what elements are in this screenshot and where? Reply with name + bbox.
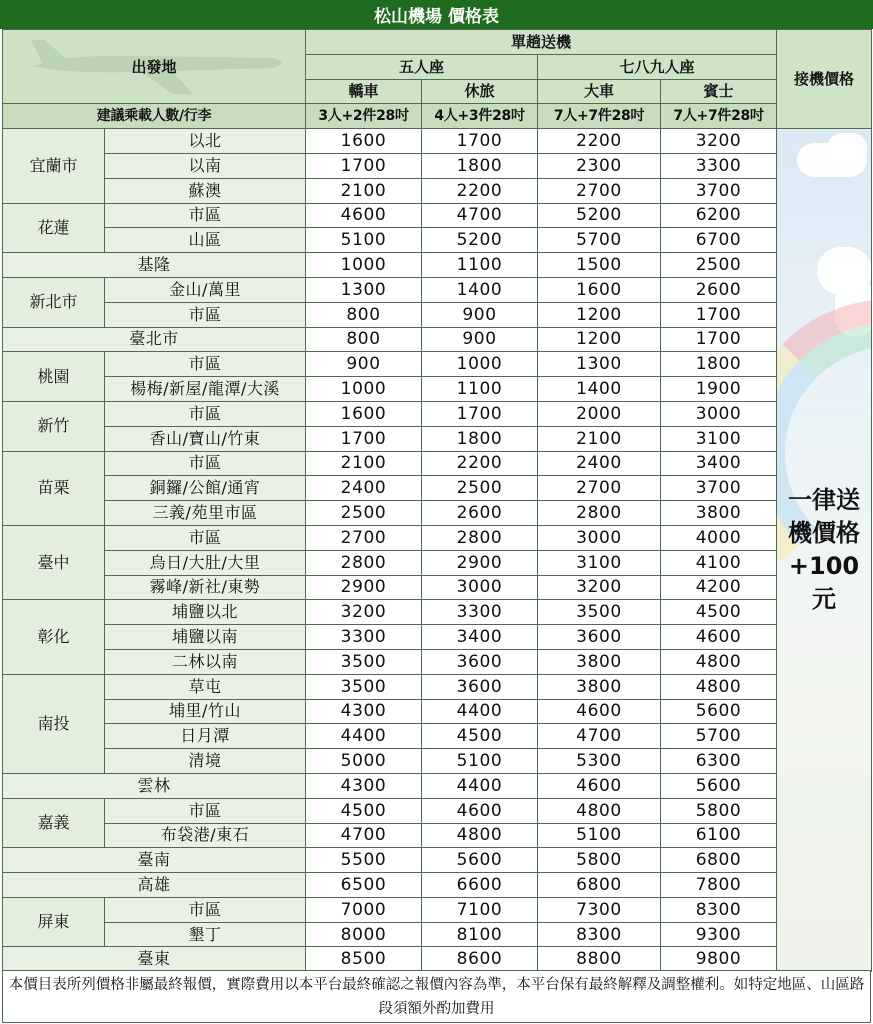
subregion-cell: 埔鹽以南 bbox=[105, 625, 306, 650]
price-cell: 2100 bbox=[306, 178, 422, 203]
price-cell: 2400 bbox=[538, 451, 661, 476]
page-title: 松山機場 價格表 bbox=[0, 0, 873, 29]
table-row bbox=[3, 823, 872, 848]
price-cell: 1200 bbox=[538, 327, 661, 352]
price-cell: 1300 bbox=[538, 352, 661, 377]
price-cell: 3500 bbox=[306, 649, 422, 674]
region-cell: 新北市 bbox=[3, 277, 105, 327]
price-cell: 4000 bbox=[661, 525, 777, 550]
price-cell: 3300 bbox=[661, 153, 777, 178]
price-cell: 4200 bbox=[661, 575, 777, 600]
price-cell: 3500 bbox=[538, 600, 661, 625]
price-cell: 8000 bbox=[306, 922, 422, 947]
price-cell: 4100 bbox=[661, 550, 777, 575]
table-row bbox=[3, 501, 872, 526]
table-row bbox=[3, 451, 872, 476]
subregion-cell: 市區 bbox=[105, 525, 306, 550]
capacity-label: 建議乘載人數/行李 bbox=[3, 104, 306, 129]
price-cell: 1100 bbox=[422, 253, 538, 278]
price-cell: 1800 bbox=[422, 426, 538, 451]
price-cell: 5200 bbox=[538, 203, 661, 228]
price-cell: 5300 bbox=[538, 749, 661, 774]
five-seat-header: 五人座 bbox=[306, 54, 538, 79]
table-row bbox=[3, 253, 872, 278]
price-cell: 6700 bbox=[661, 228, 777, 253]
price-cell: 2700 bbox=[538, 476, 661, 501]
price-cell: 5100 bbox=[538, 823, 661, 848]
price-cell: 4500 bbox=[306, 798, 422, 823]
price-cell: 3000 bbox=[422, 575, 538, 600]
price-cell: 3700 bbox=[661, 476, 777, 501]
price-cell: 1700 bbox=[661, 327, 777, 352]
seven-seat-header: 七八九人座 bbox=[538, 54, 777, 79]
table-row bbox=[3, 277, 872, 302]
subregion-cell: 墾丁 bbox=[105, 922, 306, 947]
table-row bbox=[3, 699, 872, 724]
price-cell: 1700 bbox=[306, 153, 422, 178]
price-cell: 8300 bbox=[538, 922, 661, 947]
price-cell: 5600 bbox=[661, 699, 777, 724]
capacity-sedan: 3人+2件28吋 bbox=[306, 104, 422, 129]
subregion-cell: 草屯 bbox=[105, 674, 306, 699]
price-cell: 1800 bbox=[661, 352, 777, 377]
price-cell: 3700 bbox=[661, 178, 777, 203]
price-cell: 2700 bbox=[306, 525, 422, 550]
table-row bbox=[3, 922, 872, 947]
price-cell: 7100 bbox=[422, 897, 538, 922]
price-cell: 2700 bbox=[538, 178, 661, 203]
subregion-cell: 清境 bbox=[105, 749, 306, 774]
region-cell: 新竹 bbox=[3, 401, 105, 451]
price-cell: 5100 bbox=[422, 749, 538, 774]
price-cell: 3600 bbox=[422, 649, 538, 674]
table-row bbox=[3, 848, 872, 873]
price-cell: 2500 bbox=[306, 501, 422, 526]
region-cell: 臺東 bbox=[3, 947, 306, 972]
table-row bbox=[3, 724, 872, 749]
table-row bbox=[3, 525, 872, 550]
price-cell: 5100 bbox=[306, 228, 422, 253]
table-row bbox=[3, 377, 872, 402]
price-cell: 1300 bbox=[306, 277, 422, 302]
price-cell: 3800 bbox=[538, 674, 661, 699]
price-cell: 4800 bbox=[538, 798, 661, 823]
price-cell: 4600 bbox=[422, 798, 538, 823]
subregion-cell: 市區 bbox=[105, 401, 306, 426]
table-row bbox=[3, 129, 872, 154]
price-cell: 8800 bbox=[538, 947, 661, 972]
subregion-cell: 布袋港/東石 bbox=[105, 823, 306, 848]
price-cell: 5200 bbox=[422, 228, 538, 253]
price-cell: 4400 bbox=[422, 773, 538, 798]
table-row bbox=[3, 426, 872, 451]
price-cell: 6800 bbox=[661, 848, 777, 873]
subregion-cell: 霧峰/新社/東勢 bbox=[105, 575, 306, 600]
price-cell: 3500 bbox=[306, 674, 422, 699]
price-cell: 6500 bbox=[306, 873, 422, 898]
pickup-note: 一律送機價格+100元 bbox=[788, 486, 861, 614]
pickup-price-cell bbox=[777, 129, 872, 972]
price-cell: 3400 bbox=[661, 451, 777, 476]
table-row bbox=[3, 178, 872, 203]
region-cell: 桃園 bbox=[3, 352, 105, 402]
table-row bbox=[3, 203, 872, 228]
price-cell: 1400 bbox=[538, 377, 661, 402]
price-cell: 8500 bbox=[306, 947, 422, 972]
price-cell: 1000 bbox=[306, 253, 422, 278]
subregion-cell: 銅鑼/公館/通宵 bbox=[105, 476, 306, 501]
subregion-cell: 市區 bbox=[105, 897, 306, 922]
leisure-header: 休旅 bbox=[422, 79, 538, 104]
price-cell: 1900 bbox=[661, 377, 777, 402]
price-cell: 1700 bbox=[661, 302, 777, 327]
price-cell: 5600 bbox=[661, 773, 777, 798]
price-cell: 4300 bbox=[306, 773, 422, 798]
price-cell: 3000 bbox=[661, 401, 777, 426]
table-row bbox=[3, 228, 872, 253]
price-cell: 3200 bbox=[538, 575, 661, 600]
price-cell: 900 bbox=[422, 302, 538, 327]
price-cell: 4600 bbox=[661, 625, 777, 650]
one-way-header: 單趟送機 bbox=[306, 30, 777, 55]
price-cell: 2200 bbox=[538, 129, 661, 154]
price-cell: 2600 bbox=[661, 277, 777, 302]
table-row bbox=[3, 897, 872, 922]
price-cell: 3200 bbox=[306, 600, 422, 625]
price-cell: 7300 bbox=[538, 897, 661, 922]
price-cell: 6800 bbox=[538, 873, 661, 898]
sedan-header: 轎車 bbox=[306, 79, 422, 104]
price-cell: 3300 bbox=[422, 600, 538, 625]
price-cell: 2400 bbox=[306, 476, 422, 501]
price-cell: 1600 bbox=[538, 277, 661, 302]
price-cell: 2800 bbox=[538, 501, 661, 526]
table-row bbox=[3, 625, 872, 650]
price-table bbox=[2, 29, 872, 972]
subregion-cell: 埔鹽以北 bbox=[105, 600, 306, 625]
region-cell: 臺中 bbox=[3, 525, 105, 599]
price-cell: 2600 bbox=[422, 501, 538, 526]
price-cell: 900 bbox=[306, 352, 422, 377]
price-cell: 9800 bbox=[661, 947, 777, 972]
region-cell: 宜蘭市 bbox=[3, 129, 105, 203]
price-cell: 5500 bbox=[306, 848, 422, 873]
price-cell: 8100 bbox=[422, 922, 538, 947]
price-cell: 4800 bbox=[661, 674, 777, 699]
price-cell: 7000 bbox=[306, 897, 422, 922]
price-cell: 4400 bbox=[422, 699, 538, 724]
subregion-cell: 市區 bbox=[105, 451, 306, 476]
price-cell: 5600 bbox=[422, 848, 538, 873]
subregion-cell: 日月潭 bbox=[105, 724, 306, 749]
price-cell: 800 bbox=[306, 302, 422, 327]
price-cell: 2000 bbox=[538, 401, 661, 426]
price-cell: 3100 bbox=[661, 426, 777, 451]
price-cell: 4500 bbox=[422, 724, 538, 749]
price-cell: 8600 bbox=[422, 947, 538, 972]
subregion-cell: 楊梅/新屋/龍潭/大溪 bbox=[105, 377, 306, 402]
price-cell: 1200 bbox=[538, 302, 661, 327]
region-cell: 基隆 bbox=[3, 253, 306, 278]
disclaimer-footer: 本價目表所列價格非屬最終報價，實際費用以本平台最終確認之報價內容為準，本平台保有最終解釋及調整權利。如特定地區、山區路段須額外酌加費用 bbox=[2, 970, 871, 1023]
price-cell: 4300 bbox=[306, 699, 422, 724]
price-cell: 2800 bbox=[306, 550, 422, 575]
region-cell: 臺南 bbox=[3, 848, 306, 873]
capacity-benz: 7人+7件28吋 bbox=[661, 104, 777, 129]
price-cell: 1700 bbox=[422, 401, 538, 426]
subregion-cell: 市區 bbox=[105, 352, 306, 377]
price-cell: 2900 bbox=[306, 575, 422, 600]
price-cell: 4700 bbox=[306, 823, 422, 848]
price-cell: 2500 bbox=[661, 253, 777, 278]
price-cell: 1100 bbox=[422, 377, 538, 402]
region-cell: 高雄 bbox=[3, 873, 306, 898]
table-row bbox=[3, 401, 872, 426]
price-cell: 3000 bbox=[538, 525, 661, 550]
price-cell: 4500 bbox=[661, 600, 777, 625]
price-cell: 7800 bbox=[661, 873, 777, 898]
price-cell: 2200 bbox=[422, 451, 538, 476]
table-row bbox=[3, 352, 872, 377]
price-cell: 2900 bbox=[422, 550, 538, 575]
price-cell: 1000 bbox=[306, 377, 422, 402]
price-cell: 4600 bbox=[306, 203, 422, 228]
price-cell: 1600 bbox=[306, 129, 422, 154]
price-cell: 2100 bbox=[306, 451, 422, 476]
region-cell: 臺北市 bbox=[3, 327, 306, 352]
table-row bbox=[3, 749, 872, 774]
subregion-cell: 烏日/大肚/大里 bbox=[105, 550, 306, 575]
origin-label: 出發地 bbox=[131, 57, 177, 76]
subregion-cell: 三義/苑里市區 bbox=[105, 501, 306, 526]
subregion-cell: 金山/萬里 bbox=[105, 277, 306, 302]
price-cell: 5700 bbox=[661, 724, 777, 749]
price-cell: 4700 bbox=[422, 203, 538, 228]
price-cell: 3600 bbox=[422, 674, 538, 699]
price-cell: 2800 bbox=[422, 525, 538, 550]
price-cell: 5700 bbox=[538, 228, 661, 253]
price-cell: 4700 bbox=[538, 724, 661, 749]
region-cell: 苗栗 bbox=[3, 451, 105, 525]
price-cell: 8300 bbox=[661, 897, 777, 922]
price-cell: 1800 bbox=[422, 153, 538, 178]
origin-header bbox=[3, 30, 306, 104]
capacity-van: 7人+7件28吋 bbox=[538, 104, 661, 129]
price-cell: 2500 bbox=[422, 476, 538, 501]
subregion-cell: 香山/寶山/竹東 bbox=[105, 426, 306, 451]
table-row bbox=[3, 798, 872, 823]
pickup-header: 接機價格 bbox=[777, 30, 872, 129]
subregion-cell: 山區 bbox=[105, 228, 306, 253]
table-row bbox=[3, 947, 872, 972]
price-cell: 2100 bbox=[538, 426, 661, 451]
price-cell: 1500 bbox=[538, 253, 661, 278]
price-cell: 1600 bbox=[306, 401, 422, 426]
table-row bbox=[3, 327, 872, 352]
region-cell: 雲林 bbox=[3, 773, 306, 798]
table-row bbox=[3, 649, 872, 674]
table-row bbox=[3, 550, 872, 575]
price-cell: 4600 bbox=[538, 773, 661, 798]
price-cell: 4800 bbox=[422, 823, 538, 848]
subregion-cell: 市區 bbox=[105, 798, 306, 823]
price-cell: 3600 bbox=[538, 625, 661, 650]
price-cell: 1700 bbox=[306, 426, 422, 451]
table-row bbox=[3, 153, 872, 178]
price-cell: 4400 bbox=[306, 724, 422, 749]
price-cell: 5800 bbox=[538, 848, 661, 873]
price-cell: 6300 bbox=[661, 749, 777, 774]
price-cell: 5800 bbox=[661, 798, 777, 823]
region-cell: 南投 bbox=[3, 674, 105, 773]
price-cell: 3200 bbox=[661, 129, 777, 154]
region-cell: 彰化 bbox=[3, 600, 105, 674]
price-cell: 3100 bbox=[538, 550, 661, 575]
price-cell: 2300 bbox=[538, 153, 661, 178]
subregion-cell: 市區 bbox=[105, 203, 306, 228]
table-row bbox=[3, 674, 872, 699]
van-header: 大車 bbox=[538, 79, 661, 104]
subregion-cell: 二林以南 bbox=[105, 649, 306, 674]
price-cell: 6100 bbox=[661, 823, 777, 848]
price-cell: 900 bbox=[422, 327, 538, 352]
region-cell: 花蓮 bbox=[3, 203, 105, 253]
price-cell: 9300 bbox=[661, 922, 777, 947]
price-cell: 3400 bbox=[422, 625, 538, 650]
price-cell: 2200 bbox=[422, 178, 538, 203]
price-cell: 3300 bbox=[306, 625, 422, 650]
region-cell: 嘉義 bbox=[3, 798, 105, 848]
price-cell: 3800 bbox=[538, 649, 661, 674]
price-cell: 1400 bbox=[422, 277, 538, 302]
table-row bbox=[3, 575, 872, 600]
price-cell: 800 bbox=[306, 327, 422, 352]
region-cell: 屏東 bbox=[3, 897, 105, 947]
price-cell: 6200 bbox=[661, 203, 777, 228]
price-cell: 1000 bbox=[422, 352, 538, 377]
price-cell: 4800 bbox=[661, 649, 777, 674]
table-row bbox=[3, 302, 872, 327]
benz-header: 賓士 bbox=[661, 79, 777, 104]
price-cell: 6600 bbox=[422, 873, 538, 898]
price-cell: 1700 bbox=[422, 129, 538, 154]
table-row bbox=[3, 873, 872, 898]
subregion-cell: 埔里/竹山 bbox=[105, 699, 306, 724]
capacity-leisure: 4人+3件28吋 bbox=[422, 104, 538, 129]
subregion-cell: 市區 bbox=[105, 302, 306, 327]
price-cell: 4600 bbox=[538, 699, 661, 724]
subregion-cell: 以南 bbox=[105, 153, 306, 178]
subregion-cell: 蘇澳 bbox=[105, 178, 306, 203]
table-row bbox=[3, 476, 872, 501]
price-cell: 5000 bbox=[306, 749, 422, 774]
table-row bbox=[3, 773, 872, 798]
table-row bbox=[3, 600, 872, 625]
price-cell: 3800 bbox=[661, 501, 777, 526]
subregion-cell: 以北 bbox=[105, 129, 306, 154]
